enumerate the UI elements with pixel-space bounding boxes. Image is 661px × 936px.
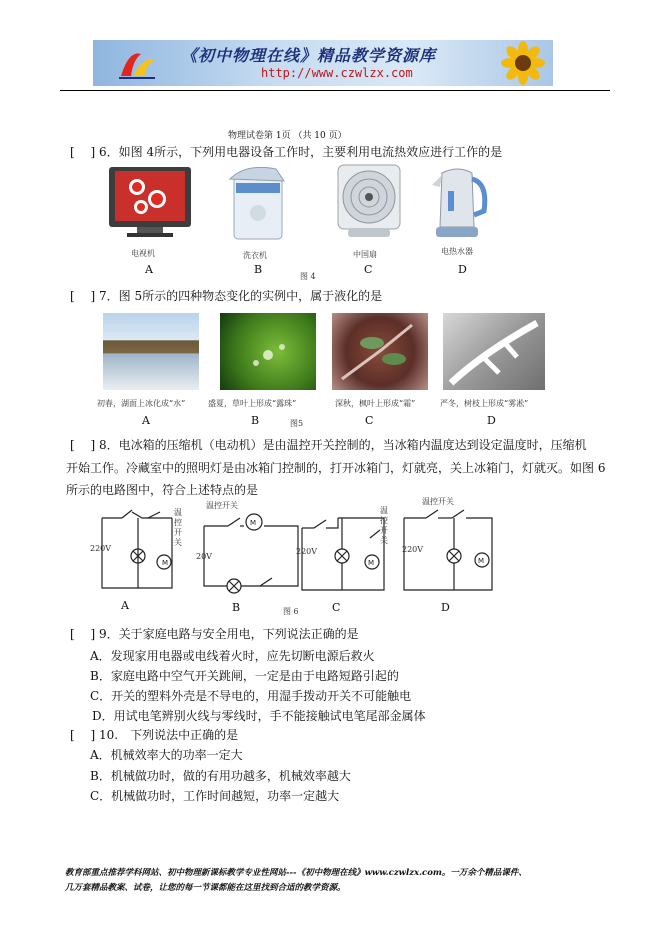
q10-option-c: C．机械做功时，工作时间越短，功率一定越大 <box>90 789 340 803</box>
footer-line1: 教育部重点推荐学科网站、初中物理新课标教学专业性网站---《初中物理在线》www.czwlzx.com。一万余个精品课件、 <box>65 868 527 878</box>
sunflower-icon <box>493 40 553 86</box>
q8-letter-a: A <box>121 599 129 612</box>
question-7-stem: [ ] 7．图 5所示的四种物态变化的实例中，属于液化的是 <box>70 289 383 303</box>
q10-option-b: B．机械做功时，做的有用功越多，机械效率越大 <box>90 769 351 783</box>
q6-caption-c: 中国扇 <box>353 250 377 259</box>
question-10-stem: [ ] 10. 下列说法中正确的是 <box>70 728 239 742</box>
circuit-a-switch-label: 温控开关 <box>174 508 182 547</box>
q6-caption-a: 电视机 <box>131 249 155 258</box>
q7-caption-a: 初春，湖面上冰化成“水” <box>97 399 186 408</box>
q10-option-a: A．机械效率大的功率一定大 <box>90 748 243 762</box>
q7-letter-b: B <box>251 414 260 427</box>
q6-letter-d: D <box>458 263 467 276</box>
box-fan-image <box>334 163 404 241</box>
q7-letter-d: D <box>487 414 496 427</box>
q7-letter-c: C <box>365 414 374 427</box>
q9-option-d: D．用试电笔辨别火线与零线时，手不能接触试电笔尾部金属体 <box>92 709 426 723</box>
site-logo-icon <box>115 46 159 82</box>
q7-caption-c: 深秋，枫叶上形成“霜” <box>335 399 416 408</box>
circuit-d-voltage: 220V <box>402 545 424 554</box>
question-8-line1: [ ] 8．电冰箱的压缩机（电动机）是由温控开关控制的，当冰箱内温度达到设定温度时，压缩机 <box>70 438 587 452</box>
q8-letter-b: B <box>232 601 241 614</box>
q6-letter-b: B <box>254 263 263 276</box>
circuit-a-motor: M <box>162 559 169 567</box>
circuit-c-voltage: 220V <box>296 547 318 556</box>
q8-letter-d: D <box>441 601 450 614</box>
circuit-c-switch-label: 温控开关 <box>380 506 388 545</box>
q7-caption-d: 严冬，树枝上形成“雾凇” <box>440 399 529 408</box>
q9-option-c: C．开关的塑料外壳是不导电的，用湿手拨动开关不可能触电 <box>90 689 412 703</box>
circuit-c-motor: M <box>368 559 375 567</box>
q9-option-b: B．家庭电路中空气开关跳闸，一定是由于电路短路引起的 <box>90 669 399 683</box>
banner-url[interactable]: http://www.czwlzx.com <box>261 66 413 80</box>
q6-letter-c: C <box>364 263 373 276</box>
frost-on-leaf-image <box>332 313 428 390</box>
q7-letter-a: A <box>142 414 150 427</box>
banner-title: 《初中物理在线》精品教学资源库 <box>181 46 437 65</box>
circuit-a-voltage: 220V <box>90 544 112 553</box>
header-banner <box>93 40 553 86</box>
rime-on-branch-image <box>443 313 545 390</box>
frozen-lake-image <box>103 313 199 390</box>
page-header: 物理试卷第 1页 （共 10 页） <box>228 131 347 141</box>
q9-option-a: A．发现家用电器或电线着火时，应先切断电源后救火 <box>90 649 375 663</box>
question-6-stem: [ ] 6．如图 4所示，下列用电器设备工作时，主要利用电流热效应进行工作的是 <box>70 145 503 159</box>
circuit-diagrams <box>88 498 608 598</box>
q8-letter-c: C <box>332 601 341 614</box>
q6-caption-d: 电热水器 <box>441 247 473 256</box>
footer-line2: 几万套精品教案、试卷，让您的每一节课都能在这里找到合适的教学资源。 <box>65 883 346 893</box>
electric-kettle-image <box>428 163 490 241</box>
q6-figure-label: 图 4 <box>300 272 316 281</box>
circuit-d-switch-label: 温控开关 <box>422 497 454 506</box>
circuit-b-switch-label: 温控开关 <box>206 501 238 510</box>
circuit-b-voltage: 20V <box>196 552 212 561</box>
dew-on-leaf-image <box>220 313 316 390</box>
question-8-line2: 开始工作。冷藏室中的照明灯是由冰箱门控制的，打开冰箱门，灯就亮，关上冰箱门，灯就灭。如图 6 <box>66 461 606 475</box>
q7-figure-label: 图5 <box>290 419 304 428</box>
header-rule <box>60 90 610 91</box>
circuit-b-motor: M <box>250 519 257 527</box>
q8-figure-label: 图 6 <box>283 607 299 616</box>
washing-machine-image <box>226 163 292 243</box>
question-9-stem: [ ] 9．关于家庭电路与安全用电，下列说法正确的是 <box>70 627 359 641</box>
question-8-line3: 所示的电路图中，符合上述特点的是 <box>66 483 259 497</box>
circuit-d-motor: M <box>478 557 485 565</box>
tv-image <box>107 165 193 241</box>
q6-caption-b: 洗衣机 <box>243 251 267 260</box>
q7-caption-b: 盛夏，草叶上形成“露珠” <box>208 399 297 408</box>
q6-letter-a: A <box>145 263 153 276</box>
